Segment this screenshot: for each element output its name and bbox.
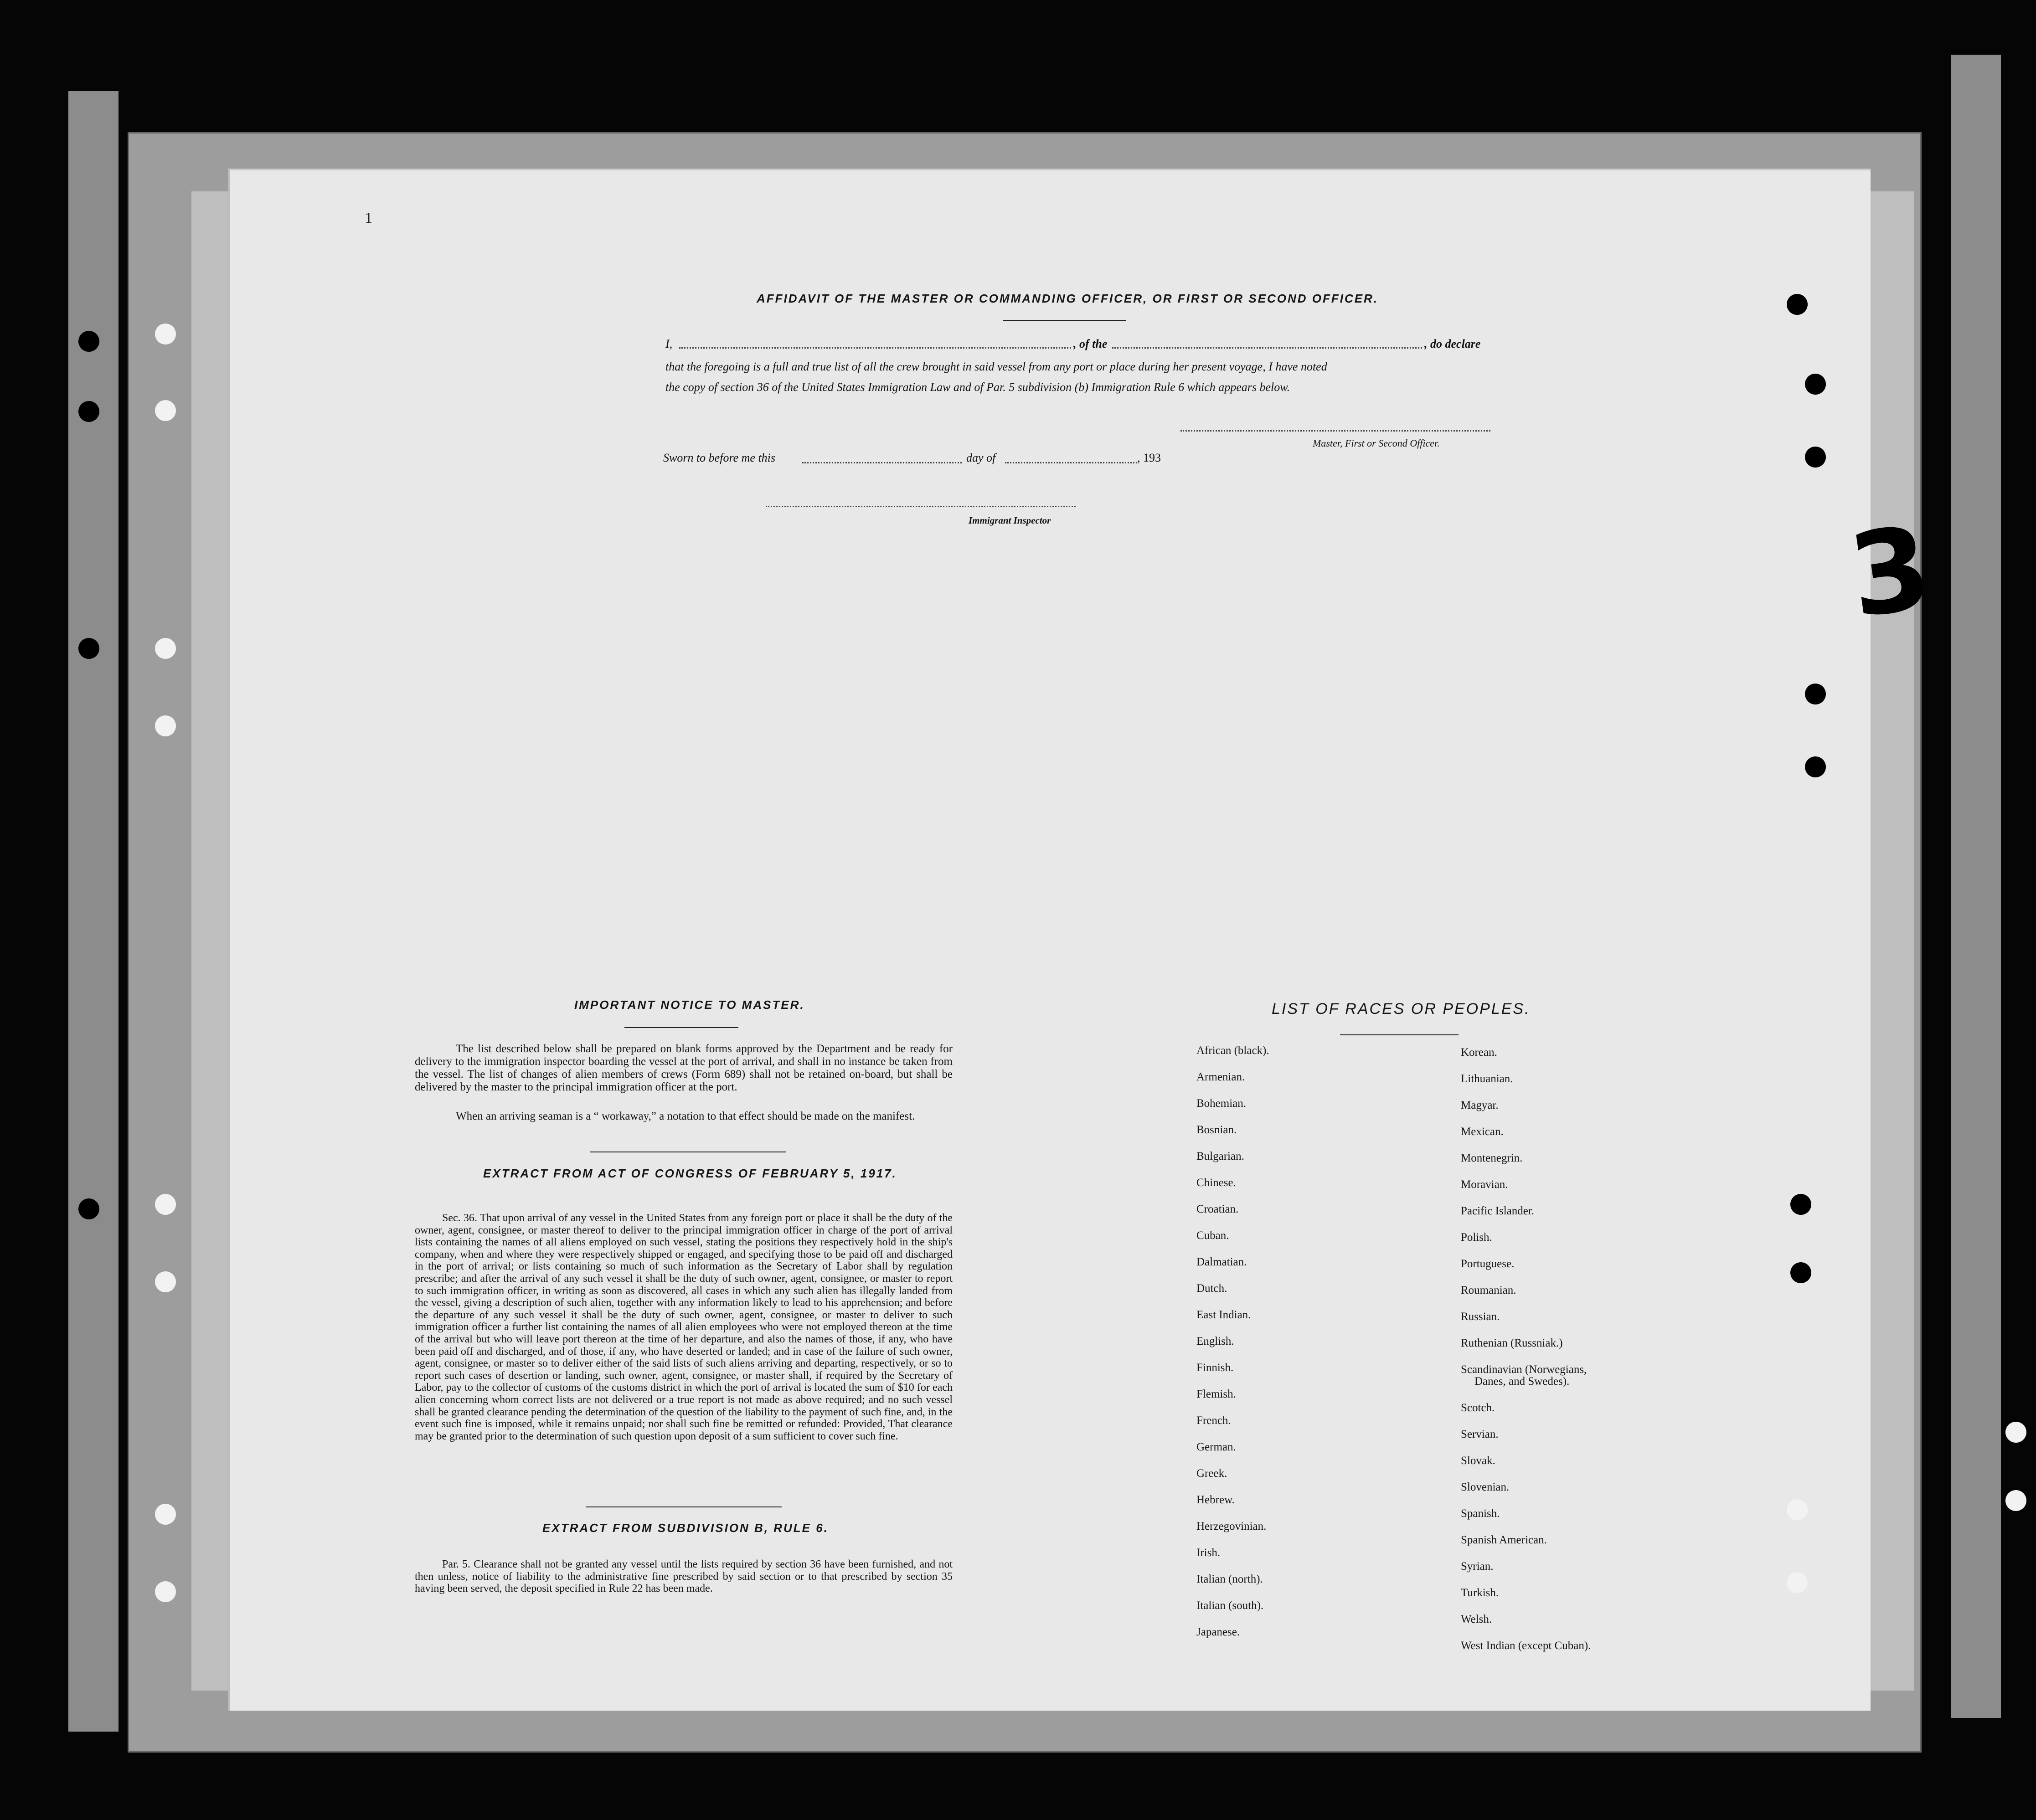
race-item: Portuguese. <box>1461 1258 1515 1270</box>
sworn-prefix: Sworn to before me this <box>663 451 776 464</box>
punch-hole <box>1787 294 1808 315</box>
punch-hole <box>1805 756 1826 777</box>
race-item: Dutch. <box>1196 1282 1227 1295</box>
affidavit-line2: that the foregoing is a full and true list of all the crew brought in said vessel from any port or place during her present voyage, I have noted <box>665 360 1327 373</box>
notice-paragraph-2: When an arriving seaman is a “ workaway,” a notation to that effect should be made on the manifest. <box>456 1110 915 1122</box>
race-item: Moravian. <box>1461 1178 1508 1191</box>
races-title: LIST OF RACES OR PEOPLES. <box>1272 1000 1531 1018</box>
race-item: German. <box>1196 1441 1236 1453</box>
race-item: Finnish. <box>1196 1362 1234 1374</box>
notice-paragraph-1: The list described below shall be prepared on blank forms approved by the Department and be ready for delivery to the immigration inspector boarding the vessel at the port of arrival, and shall in no instance be taken from the vessel. The list of changes of alien members of crews (Form 689) shall not be retained on-board, but shall be delivered by the master to the principal immigration officer at the port. <box>415 1043 953 1093</box>
race-item: Korean. <box>1461 1046 1497 1059</box>
master-signature-blank <box>1180 430 1490 432</box>
background-sheet-right <box>1951 55 2001 1718</box>
punch-hole <box>1805 447 1826 468</box>
notice-title: IMPORTANT NOTICE TO MASTER. <box>574 998 805 1012</box>
race-item: Servian. <box>1461 1428 1499 1440</box>
section-divider <box>586 1506 782 1507</box>
punch-hole <box>155 400 176 421</box>
sworn-year: , 193 <box>1137 451 1161 464</box>
race-item: Flemish. <box>1196 1388 1236 1400</box>
race-item: Ruthenian (Russniak.) <box>1461 1337 1563 1349</box>
race-item: Herzegovinian. <box>1196 1520 1267 1532</box>
race-item: English. <box>1196 1335 1234 1347</box>
race-item: Montenegrin. <box>1461 1152 1523 1164</box>
race-item: Greek. <box>1196 1467 1227 1480</box>
race-item: Irish. <box>1196 1547 1221 1559</box>
punch-hole <box>1805 684 1826 704</box>
punch-hole <box>1787 1499 1808 1520</box>
top-mark: 1 <box>365 210 372 226</box>
affidavit-line1-i: I, <box>665 337 673 350</box>
race-item: Hebrew. <box>1196 1494 1235 1506</box>
punch-hole <box>155 638 176 659</box>
sworn-month-blank <box>1005 462 1137 463</box>
affidavit-title-rule <box>1003 320 1126 321</box>
sworn-day-of: day of <box>966 451 996 464</box>
race-item: Syrian. <box>1461 1560 1494 1573</box>
punch-hole <box>155 1271 176 1292</box>
race-item: Bohemian. <box>1196 1097 1247 1110</box>
handwritten-sheet-mark: 3 <box>1841 501 1939 643</box>
extract-act-text: Sec. 36. That upon arrival of any vessel in the United States from any foreign port or place it shall be the duty of the owner, agent, consignee, or master thereof to deliver to the principal immigration officer in charge of the port of arrival lists containing the names of all aliens employed on such vessel, stating the positions they respectively hold in the ship's company, when and where they were respectively shipped or engaged, and specifying those to be paid off and discharged in the port of arrival; or lists containing so much of such information as the Secretary of Labor shall by regulation prescribe; and after the arrival of any such vessel it shall be the duty of such owner, agent, consignee, or master to report to such immigration officer, in writing as soon as discovered, all cases in which any such alien has illegally landed from the vessel, giving a description of such alien, together with any information likely to lead to his apprehension; and before the departure of any such vessel it shall be the duty of such owner, agent, consignee, or master to deliver to such immigration officer a further list containing the names of all alien employees who were not employed thereon at the time of the arrival but who will leave port thereon at the time of her departure, and also the names of those, if any, who have been paid off and discharged, and of those, if any, who have deserted or landed; and in case of the failure of such owner, agent, consignee, or master so to deliver either of the said lists of such aliens arriving and departing, respectively, or so to report such cases of desertion or landing, such owner, agent, consignee, or master shall, if required by the Secretary of Labor, pay to the collector of customs of the customs district in which the port of arrival is located the sum of $10 for each alien concerning whom correct lists are not delivered or a true report is not made as above required; and no such vessel shall be granted clearance pending the determination of the question of the liability to the payment of such fine, and, in the event such fine is imposed, while it remains unpaid; nor shall such fine be remitted or refunded: Provided, That clearance may be granted prior to the determination of such question upon deposit of a sum sufficient to cover such fine. <box>415 1212 953 1442</box>
punch-hole <box>155 1504 176 1525</box>
race-item: Slovenian. <box>1461 1481 1510 1493</box>
race-item: Welsh. <box>1461 1613 1492 1625</box>
punch-hole <box>155 324 176 344</box>
race-item: Spanish. <box>1461 1507 1500 1520</box>
punch-hole <box>1790 1194 1811 1215</box>
punch-hole <box>1787 1572 1808 1593</box>
race-item: Bulgarian. <box>1196 1150 1244 1162</box>
punch-hole <box>2005 1422 2026 1443</box>
punch-hole <box>78 331 99 352</box>
notice-title-rule <box>624 1027 738 1028</box>
races-title-rule <box>1340 1034 1459 1035</box>
race-item: Italian (north). <box>1196 1573 1263 1585</box>
race-item: Pacific Islander. <box>1461 1205 1535 1217</box>
extract-rule-title: EXTRACT FROM SUBDIVISION B, RULE 6. <box>542 1521 829 1535</box>
race-item: Lithuanian. <box>1461 1073 1513 1085</box>
race-item: French. <box>1196 1414 1231 1427</box>
race-item: Italian (south). <box>1196 1599 1264 1612</box>
affidavit-sheet <box>228 169 1871 1711</box>
race-item: Turkish. <box>1461 1587 1499 1599</box>
punch-hole <box>155 1194 176 1215</box>
race-item: African (black). <box>1196 1044 1269 1057</box>
vessel-blank <box>1112 347 1422 349</box>
race-item: Japanese. <box>1196 1626 1240 1638</box>
affidavit-title: AFFIDAVIT OF THE MASTER OR COMMANDING OFFICER, OR FIRST OR SECOND OFFICER. <box>757 292 1379 305</box>
inspector-label: Immigrant Inspector <box>969 515 1051 526</box>
race-item: Polish. <box>1461 1231 1492 1244</box>
race-item: Roumanian. <box>1461 1284 1516 1296</box>
race-item: Slovak. <box>1461 1455 1495 1467</box>
race-item: Mexican. <box>1461 1126 1504 1138</box>
race-item: Dalmatian. <box>1196 1256 1247 1268</box>
punch-hole <box>78 638 99 659</box>
affidavit-line1-do-declare: , do declare <box>1424 337 1481 350</box>
punch-hole <box>78 401 99 422</box>
race-item: Magyar. <box>1461 1099 1499 1111</box>
sworn-day-blank <box>802 462 962 463</box>
race-item: Scandinavian (Norwegians, <box>1461 1363 1587 1376</box>
race-item: Chinese. <box>1196 1177 1236 1189</box>
punch-hole <box>1790 1262 1811 1283</box>
affidavit-line1-of-the: , of the <box>1073 337 1108 350</box>
punch-hole <box>155 1581 176 1602</box>
extract-rule-text: Par. 5. Clearance shall not be granted any vessel until the lists required by section 36 have been furnished, and not then unless, notice of liability to the administrative fine prescribed by said section or to that prescribed by section 35 having been served, the deposit specified in Rule 22 has been made. <box>415 1558 953 1595</box>
race-item: Danes, and Swedes). <box>1474 1375 1570 1388</box>
race-item: Spanish American. <box>1461 1534 1547 1546</box>
race-item: Croatian. <box>1196 1203 1239 1215</box>
race-item: Bosnian. <box>1196 1124 1237 1136</box>
punch-hole <box>78 1198 99 1219</box>
name-blank <box>679 347 1071 349</box>
race-item: West Indian (except Cuban). <box>1461 1640 1591 1652</box>
race-item: East Indian. <box>1196 1309 1251 1321</box>
affidavit-line3: the copy of section 36 of the United States Immigration Law and of Par. 5 subdivision (b) Immigration Rule 6 which appears below. <box>665 380 1290 394</box>
master-signature-label: Master, First or Second Officer. <box>1313 437 1440 449</box>
race-item: Cuban. <box>1196 1229 1229 1242</box>
punch-hole <box>1805 374 1826 395</box>
punch-hole <box>155 715 176 736</box>
race-item: Armenian. <box>1196 1071 1245 1083</box>
race-item: Russian. <box>1461 1311 1500 1323</box>
race-item: Scotch. <box>1461 1402 1495 1414</box>
inspector-signature-blank <box>766 506 1076 507</box>
punch-hole <box>2005 1490 2026 1511</box>
extract-act-title: EXTRACT FROM ACT OF CONGRESS OF FEBRUARY 5, 1917. <box>483 1167 897 1180</box>
